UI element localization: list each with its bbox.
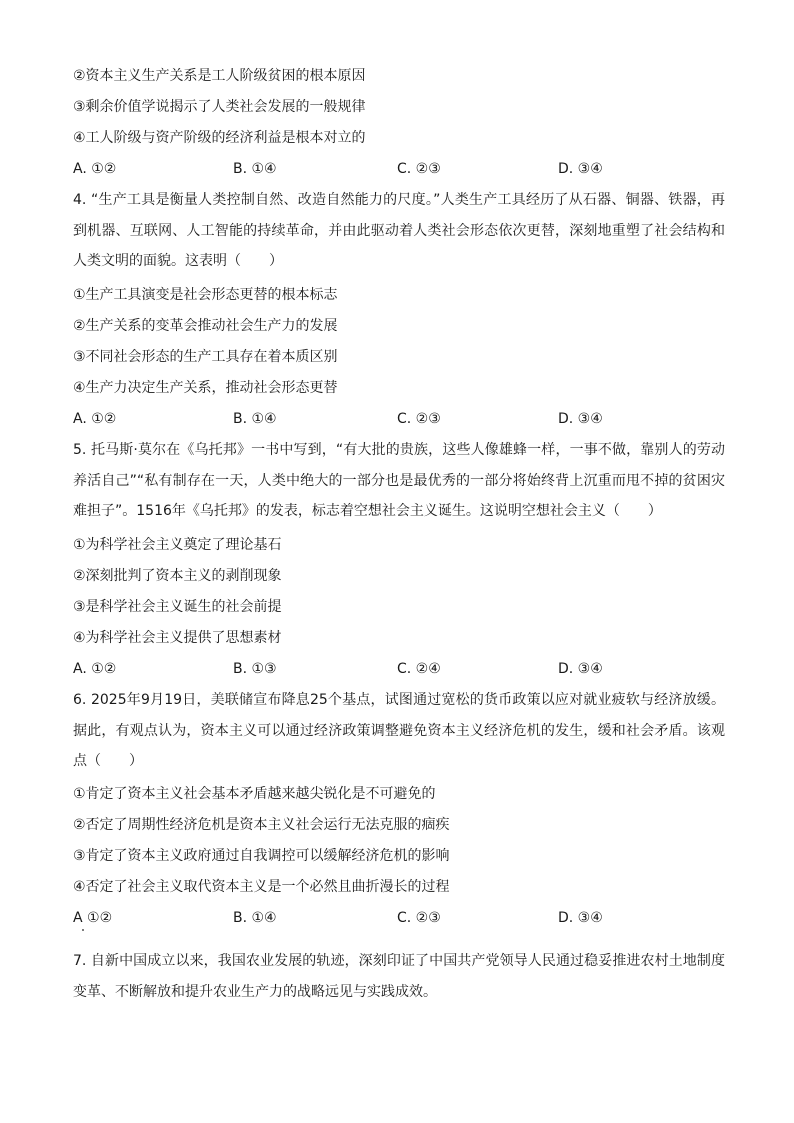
- option-d: D. ③④: [558, 910, 603, 926]
- option-a: A. ①②: [73, 661, 117, 677]
- question-6-stem: 6. 2025年9月19日，美联储宣布降息25个基点，试图通过宽松的货币政策以应对就业疲软与经济放缓。据此，有观点认为，资本主义可以通过经济政策调整避免资本主义经济危机的发生，缓和社会矛盾。该观点（ ）: [73, 692, 725, 769]
- statement-3-3: ③剩余价值学说揭示了人类社会发展的一般规律: [73, 99, 366, 115]
- statement-6-2: ②否定了周期性经济危机是资本主义社会运行无法克服的痼疾: [73, 817, 450, 833]
- statement-5-4: ④为科学社会主义提供了思想素材: [73, 630, 282, 646]
- option-c: C. ②③: [397, 411, 441, 427]
- option-b: B. ①④: [233, 161, 277, 177]
- option-d: D. ③④: [558, 161, 603, 177]
- statement-4-4: ④生产力决定生产关系，推动社会形态更替: [73, 380, 338, 396]
- options-q6: [73, 908, 733, 928]
- question-5-stem: 5. 托马斯·莫尔在《乌托邦》一书中写到，“有大批的贵族，这些人像雄蜂一样，一事不做，靠别人的劳动养活自己”“私有制存在一天，人类中绝大的一部分也是最优秀的一部分将始终背上沉重而甩不掉的贫困灾难担子”。1516年《乌托邦》的发表，标志着空想社会主义诞生。这说明空想社会主义（ ）: [73, 442, 725, 519]
- options-q5: [73, 659, 733, 679]
- option-b: B. ①③: [233, 661, 277, 677]
- statement-3-4: ④工人阶级与资产阶级的经济利益是根本对立的: [73, 130, 366, 146]
- question-7-stem: 7. 自新中国成立以来，我国农业发展的轨迹，深刻印证了中国共产党领导人民通过稳妥推进农村土地制度变革、不断解放和提升农业生产力的战略远见与实践成效。: [73, 953, 725, 1000]
- option-d: D. ③④: [558, 661, 603, 677]
- option-c: C. ②④: [397, 661, 441, 677]
- statement-4-2: ②生产关系的变革会推动社会生产力的发展: [73, 318, 338, 334]
- options-q4: [73, 409, 733, 429]
- stray-dot: [82, 929, 84, 931]
- question-4-stem: 4. “生产工具是衡量人类控制自然、改造自然能力的尺度。”人类生产工具经历了从石器、铜器、铁器，再到机器、互联网、人工智能的持续革命，并由此驱动着人类社会形态依次更替，深刻地重塑了社会结构和人类文明的面貌。这表明（ ）: [73, 192, 725, 269]
- statement-4-1: ①生产工具演变是社会形态更替的根本标志: [73, 287, 338, 303]
- option-a: A. ①②: [73, 161, 117, 177]
- statement-3-2: ②资本主义生产关系是工人阶级贫困的根本原因: [73, 68, 366, 84]
- statement-6-4: ④否定了社会主义取代资本主义是一个必然且曲折漫长的过程: [73, 879, 450, 895]
- option-d: D. ③④: [558, 411, 603, 427]
- option-c: C. ②③: [397, 161, 441, 177]
- option-a: A. ①②: [73, 411, 117, 427]
- option-a: A ①②: [73, 910, 113, 926]
- option-b: B. ①④: [233, 910, 277, 926]
- statement-5-3: ③是科学社会主义诞生的社会前提: [73, 599, 282, 615]
- statement-6-1: ①肯定了资本主义社会基本矛盾越来越尖锐化是不可避免的: [73, 786, 436, 802]
- statement-4-3: ③不同社会形态的生产工具存在着本质区别: [73, 349, 338, 365]
- option-c: C. ②③: [397, 910, 441, 926]
- statement-5-2: ②深刻批判了资本主义的剥削现象: [73, 568, 282, 584]
- statement-6-3: ③肯定了资本主义政府通过自我调控可以缓解经济危机的影响: [73, 848, 450, 864]
- statement-5-1: ①为科学社会主义奠定了理论基石: [73, 537, 282, 553]
- option-b: B. ①④: [233, 411, 277, 427]
- options-q3: [73, 159, 733, 179]
